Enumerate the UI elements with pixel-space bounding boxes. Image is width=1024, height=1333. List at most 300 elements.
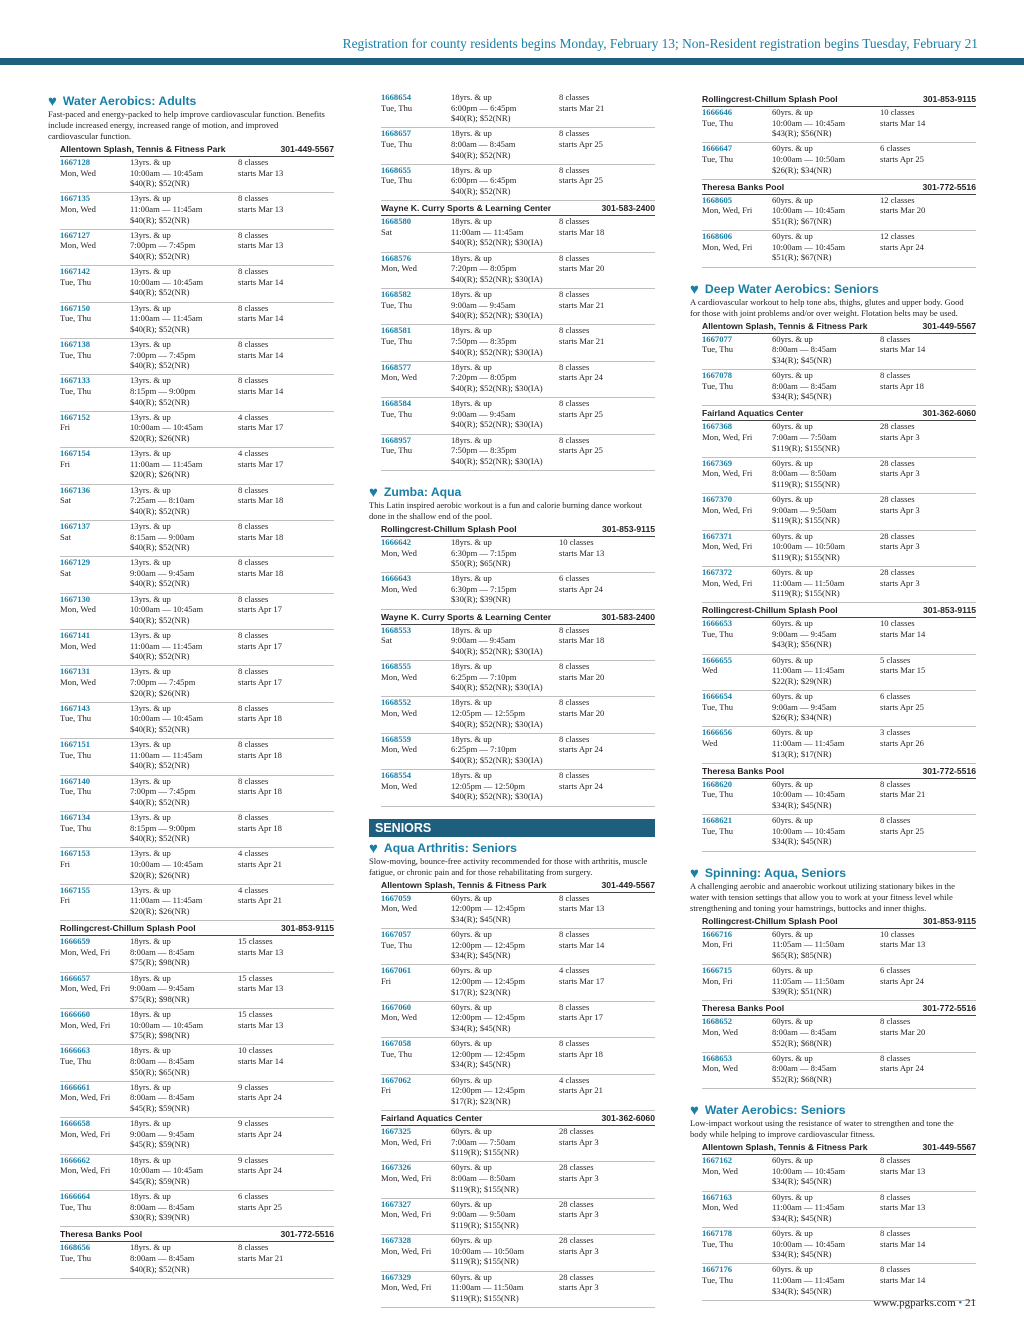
start-date: starts Mar 13 [238,983,284,994]
class-listing [60,1242,334,1278]
start-date: starts Mar 14 [880,1274,926,1285]
class-time: 9:00am — 9:45am [772,628,837,639]
meeting-days: Mon, Wed [381,372,417,383]
age-range: 18yrs. & up [130,1118,171,1129]
course-number[interactable]: 1667152 [60,411,91,422]
class-count: 8 classes [559,1001,590,1012]
heart-icon: ♥ [48,93,57,110]
class-time: 7:50pm — 8:35pm [451,445,517,456]
program-title: Spinning: Aqua, Seniors [704,865,846,880]
location-header [60,1227,334,1242]
meeting-days: Tue, Thu [381,408,413,419]
meeting-days: Tue, Thu [381,1048,413,1059]
course-number[interactable]: 1667141 [60,630,91,641]
class-count: 8 classes [238,229,269,240]
course-number[interactable]: 1667370 [702,494,733,505]
class-time: 10:00am — 10:45am [772,1165,846,1176]
location-name: Fairland Aquatics Center [381,1112,483,1123]
course-number[interactable]: 1668559 [381,733,412,744]
course-number[interactable]: 1667153 [60,848,91,859]
location-phone: 301-853-9115 [922,605,976,616]
class-listing [381,1002,655,1038]
class-count: 8 classes [880,333,911,344]
course-number[interactable]: 1666662 [60,1154,91,1165]
location-header [702,1140,976,1155]
location-name: Theresa Banks Pool [702,765,785,776]
class-time: 12:00pm — 12:45pm [451,903,526,914]
course-number[interactable]: 1668584 [381,398,412,409]
age-range: 13yrs. & up [130,848,171,859]
course-number[interactable]: 1666657 [60,972,91,983]
class-count: 10 classes [880,618,915,629]
class-listing [60,848,334,884]
class-listing [702,531,976,567]
course-number[interactable]: 1667328 [381,1235,412,1246]
class-count: 8 classes [238,666,269,677]
age-range: 18yrs. & up [451,434,492,445]
banner-rule [0,58,1024,65]
class-time: 7:00am — 7:50am [451,1136,516,1147]
meeting-days: Fri [60,859,71,870]
class-count: 6 classes [880,965,911,976]
age-range: 60yrs. & up [451,892,492,903]
age-range: 60yrs. & up [772,421,813,432]
class-fee: $34(R); $45(NR) [772,836,832,847]
age-range: 60yrs. & up [772,1155,813,1166]
class-time: 8:00am — 8:45am [772,1027,837,1038]
start-date: starts Mar 20 [559,671,605,682]
start-date: starts Apr 21 [559,1085,603,1096]
class-count: 8 classes [238,375,269,386]
location-phone: 301-583-2400 [601,203,655,214]
start-date: starts Mar 17 [238,458,284,469]
start-date: starts Apr 24 [559,744,603,755]
course-number[interactable]: 1667128 [60,157,91,167]
class-listing [702,1053,976,1089]
location-header [702,92,976,107]
start-date: starts Mar 18 [238,531,284,542]
age-range: 18yrs. & up [451,661,492,672]
class-count: 6 classes [238,1190,269,1201]
class-fee: $34(R); $45(NR) [772,800,832,811]
meeting-days: Tue, Thu [381,138,413,149]
course-number[interactable]: 1666660 [60,1008,91,1019]
start-date: starts Mar 13 [559,547,605,558]
class-count: 28 classes [559,1235,594,1246]
class-count: 8 classes [880,1264,911,1275]
course-number[interactable]: 1667135 [60,193,91,204]
class-time: 10:00am — 10:45am [130,859,204,870]
age-range: 60yrs. & up [772,928,813,939]
class-fee: $119(R); $155(NR) [451,1183,519,1194]
course-number[interactable]: 1668576 [381,252,412,263]
course-number[interactable]: 1667142 [60,266,91,277]
program-heading [690,280,976,297]
start-date: starts Apr 24 [559,372,603,383]
course-number[interactable]: 1668652 [702,1016,733,1027]
age-range: 60yrs. & up [772,369,813,380]
meeting-days: Tue, Thu [60,749,92,760]
course-number[interactable]: 1667151 [60,739,91,750]
class-fee: $40(R); $52(NR); $30(IA) [451,419,543,430]
course-number[interactable]: 1666643 [381,573,412,584]
meeting-days: Tue, Thu [702,701,734,712]
class-fee: $34(R); $45(NR) [772,1212,832,1223]
class-listing [702,1228,976,1264]
course-number[interactable]: 1668656 [60,1242,91,1253]
class-fee: $40(R); $52(NR) [130,214,190,225]
course-number[interactable]: 1667143 [60,702,91,713]
meeting-days: Mon, Wed, Fri [381,1136,432,1147]
age-range: 18yrs. & up [130,1154,171,1165]
class-fee: $40(R); $52(NR); $30(IA) [451,346,543,357]
footer-separator: • [958,1297,963,1309]
location-name: Wayne K. Curry Sports & Learning Center [381,203,552,214]
class-fee: $40(R); $52(NR) [130,724,190,735]
course-number[interactable]: 1667136 [60,484,91,495]
class-fee: $119(R); $155(NR) [772,551,840,562]
start-date: starts Mar 13 [238,203,284,214]
meeting-days: Tue, Thu [381,299,413,310]
course-number[interactable]: 1667131 [60,666,91,677]
location-phone: 301-362-6060 [601,1112,655,1123]
course-number[interactable]: 1667371 [702,530,733,541]
class-fee: $75(R); $98(NR) [130,993,190,1004]
course-number[interactable]: 1668605 [702,194,733,205]
course-number[interactable]: 1668555 [381,661,412,672]
start-date: starts Mar 13 [559,903,605,914]
meeting-days: Mon, Wed [60,167,96,178]
start-date: starts Apr 17 [238,677,282,688]
course-number[interactable]: 1667058 [381,1038,412,1049]
course-number[interactable]: 1667154 [60,448,91,459]
course-number[interactable]: 1667368 [702,421,733,432]
class-listing [702,1264,976,1300]
class-listing [381,398,655,434]
program-heading [48,92,334,109]
class-fee: $40(R); $52(NR) [130,250,190,261]
program-title: Water Aerobics: Adults [62,94,197,108]
age-range: 60yrs. & up [772,1227,813,1238]
course-number[interactable]: 1668552 [381,697,412,708]
class-time: 8:00am — 8:45am [130,1055,195,1066]
class-count: 4 classes [559,965,590,976]
class-count: 15 classes [238,972,273,983]
course-number[interactable]: 1666658 [60,1118,91,1129]
start-date: starts Apr 25 [559,445,603,456]
class-count: 8 classes [880,815,911,826]
class-count: 8 classes [238,266,269,277]
location-phone: 301-362-6060 [922,408,976,419]
class-fee: $34(R); $45(NR) [451,1023,511,1033]
course-number[interactable]: 1667155 [60,884,91,895]
class-count: 8 classes [880,369,911,380]
meeting-days: Mon, Wed, Fri [702,504,753,515]
class-count: 8 classes [559,361,590,372]
location-name: Theresa Banks Pool [60,1229,143,1240]
course-number[interactable]: 1668654 [381,92,412,102]
class-count: 4 classes [238,448,269,459]
course-number[interactable]: 1667140 [60,775,91,786]
course-number[interactable]: 1667329 [381,1271,412,1282]
start-date: starts Apr 17 [238,604,282,615]
class-time: 11:00am — 11:45am [772,665,845,676]
start-date: starts Mar 14 [880,344,926,355]
class-listing [381,165,655,201]
course-number[interactable]: 1667134 [60,812,91,823]
meeting-days: Mon, Wed [60,604,96,615]
age-range: 60yrs. & up [772,143,813,154]
class-fee: $26(R); $34(NR) [772,164,832,175]
course-number[interactable]: 1668582 [381,288,412,299]
class-count: 8 classes [559,398,590,409]
class-count: 8 classes [238,302,269,313]
class-time: 9:00am — 9:45am [130,983,195,994]
meeting-days: Tue, Thu [702,1274,734,1285]
start-date: starts Mar 21 [559,102,605,113]
course-number[interactable]: 1667057 [381,929,412,940]
class-listing [381,929,655,965]
course-number[interactable]: 1668577 [381,361,412,372]
course-number[interactable]: 1666642 [381,536,412,547]
start-date: starts Mar 13 [880,1165,926,1176]
meeting-days: Tue, Thu [60,713,92,724]
class-fee: $17(R); $23(NR) [451,986,511,997]
meeting-days: Mon, Wed, Fri [60,983,111,994]
class-listing [60,630,334,666]
class-fee: $22(R); $29(NR) [772,675,832,686]
start-date: starts Apr 3 [559,1136,599,1147]
start-date: starts Mar 14 [238,276,284,287]
age-range: 60yrs. & up [772,654,813,665]
course-number[interactable]: 1666656 [702,727,733,738]
class-count: 8 classes [238,557,269,568]
course-number[interactable]: 1667130 [60,593,91,604]
age-range: 60yrs. & up [772,107,813,117]
class-fee: $40(R); $52(NR) [130,287,190,298]
class-fee: $119(R); $155(NR) [772,478,840,489]
class-fee: $40(R); $52(NR) [130,796,190,807]
course-number[interactable]: 1667369 [702,457,733,468]
age-range: 18yrs. & up [130,1045,171,1056]
location-header [702,914,976,929]
age-range: 60yrs. & up [772,965,813,976]
class-listing [381,1162,655,1198]
start-date: starts Mar 13 [238,946,284,957]
class-count: 8 classes [238,739,269,750]
course-number[interactable]: 1667127 [60,229,91,240]
class-count: 28 classes [880,457,915,468]
class-fee: $40(R); $52(NR); $30(IA) [451,455,543,466]
course-number[interactable]: 1667061 [381,965,412,976]
course-number[interactable]: 1666659 [60,936,91,947]
class-listing [381,325,655,361]
age-range: 18yrs. & up [451,92,492,102]
class-count: 8 classes [880,1227,911,1238]
course-number[interactable]: 1668581 [381,325,412,336]
course-number[interactable]: 1666663 [60,1045,91,1056]
course-number[interactable]: 1667060 [381,1001,412,1012]
course-number[interactable]: 1668554 [381,770,412,781]
class-listing [60,1155,334,1191]
course-number[interactable]: 1666646 [702,107,733,117]
class-listing [60,1045,334,1081]
class-fee: $30(R); $39(NR) [130,1212,190,1223]
meeting-days: Sat [60,495,71,506]
class-fee: $40(R); $52(NR); $30(IA) [451,682,543,693]
class-fee: $40(R); $52(NR); $30(IA) [451,237,543,248]
meeting-days: Mon, Wed [381,744,417,755]
location-phone: 301-583-2400 [601,611,655,622]
location-phone: 301-853-9115 [922,94,976,104]
class-count: 9 classes [238,1118,269,1129]
age-range: 60yrs. & up [772,691,813,702]
course-number[interactable]: 1666661 [60,1081,91,1092]
class-fee: $34(R); $45(NR) [772,1249,832,1260]
meeting-days: Mon, Wed [381,1012,417,1023]
location-phone: 301-853-9115 [922,915,976,926]
location-name: Allentown Splash, Tennis & Fitness Park [60,144,226,154]
course-number[interactable]: 1667062 [381,1074,412,1085]
course-number[interactable]: 1667162 [702,1155,733,1166]
class-fee: $26(R); $34(NR) [772,712,832,723]
age-range: 60yrs. & up [451,1001,492,1012]
class-listing [381,734,655,770]
course-number[interactable]: 1666653 [702,618,733,629]
class-count: 12 classes [880,194,915,205]
age-range: 18yrs. & up [130,936,171,947]
course-number[interactable]: 1668553 [381,624,412,635]
class-listing [60,157,334,193]
course-number[interactable]: 1668620 [702,778,733,789]
class-count: 15 classes [238,936,273,947]
course-number[interactable]: 1666654 [702,691,733,702]
course-number[interactable]: 1668606 [702,231,733,242]
class-listing [702,567,976,603]
course-number[interactable]: 1666664 [60,1190,91,1201]
meeting-days: Mon, Wed, Fri [60,1128,111,1139]
course-number[interactable]: 1666715 [702,965,733,976]
course-number[interactable]: 1666647 [702,143,733,154]
class-fee: $40(R); $52(NR) [130,542,190,553]
class-time: 10:00am — 10:45am [772,789,846,800]
course-number[interactable]: 1668653 [702,1052,733,1063]
class-listing [60,193,334,229]
class-fee: $51(R); $67(NR) [772,215,832,226]
course-number[interactable]: 1668957 [381,434,412,445]
age-range: 60yrs. & up [772,231,813,242]
meeting-days: Tue, Thu [702,117,734,128]
course-number[interactable]: 1667326 [381,1162,412,1173]
course-number[interactable]: 1667150 [60,302,91,313]
class-listing [60,885,334,921]
course-number[interactable]: 1666655 [702,654,733,665]
age-range: 18yrs. & up [451,398,492,409]
class-time: 10:00am — 10:45am [130,1019,204,1030]
age-range: 13yrs. & up [130,557,171,568]
meeting-days: Tue, Thu [60,349,92,360]
course-number[interactable]: 1667137 [60,520,91,531]
meeting-days: Mon, Wed [381,583,417,594]
course-number[interactable]: 1668655 [381,164,412,175]
location-phone: 301-853-9115 [601,523,655,534]
course-number[interactable]: 1668580 [381,216,412,227]
class-listing [702,421,976,457]
course-number[interactable]: 1667178 [702,1227,733,1238]
course-number[interactable]: 1667129 [60,557,91,568]
class-time: 12:00pm — 12:45pm [451,1012,526,1023]
class-count: 8 classes [559,1038,590,1049]
class-fee: $75(R); $98(NR) [130,1030,190,1041]
meeting-days: Mon, Wed, Fri [381,1209,432,1220]
course-number[interactable]: 1667327 [381,1198,412,1209]
course-number[interactable]: 1668621 [702,815,733,826]
course-number[interactable]: 1667077 [702,333,733,344]
class-time: 7:00pm — 7:45pm [130,677,196,688]
course-number[interactable]: 1667325 [381,1125,412,1136]
class-fee: $34(R); $45(NR) [451,913,511,924]
class-count: 10 classes [238,1045,273,1056]
heart-icon: ♥ [369,839,378,857]
class-fee: $34(R); $45(NR) [772,1176,832,1187]
location-name: Rollingcrest-Chillum Splash Pool [381,523,517,534]
course-number[interactable]: 1666716 [702,928,733,939]
course-number[interactable]: 1667133 [60,375,91,386]
course-number[interactable]: 1667078 [702,369,733,380]
class-count: 8 classes [238,157,269,167]
class-time: 9:00am — 9:45am [772,701,837,712]
class-fee: $50(R); $65(NR) [451,558,511,569]
website-link[interactable]: www.pgparks.com [873,1297,956,1309]
program-title: Zumba: Aqua [383,484,462,499]
class-fee: $20(R); $26(NR) [130,869,190,880]
class-count: 8 classes [559,770,590,781]
age-range: 13yrs. & up [130,739,171,750]
start-date: starts Mar 13 [880,939,926,950]
course-number[interactable]: 1667176 [702,1264,733,1275]
class-time: 8:00am — 8:45am [130,946,195,957]
program-description: Slow-moving, bounce-free activity recommended for those with arthritis, muscle fatigue, or chronic pain and for those rehabilitating from surgery. [369,855,648,877]
start-date: starts Apr 25 [880,153,924,164]
class-listing [60,412,334,448]
heart-icon: ♥ [690,280,699,298]
class-listing [381,92,655,128]
class-time: 10:00am — 10:45am [130,167,204,178]
program-description: Fast-paced and energy-packed to help improve cardiovascular function. Benefits include increased energy, increased range of motion, and improved cardiovascular function. [48,109,325,141]
class-fee: $34(R); $45(NR) [451,1059,511,1070]
column-3 [690,92,976,1301]
class-fee: $40(R); $52(NR) [130,578,190,589]
course-number[interactable]: 1667059 [381,892,412,903]
meeting-days: Mon, Wed [702,1063,738,1074]
start-date: starts Mar 13 [238,1019,284,1030]
class-listing [381,965,655,1001]
class-fee: $40(R); $52(NR) [130,505,190,516]
start-date: starts Mar 15 [880,665,926,676]
start-date: starts Mar 17 [559,976,605,987]
location-phone: 301-449-5567 [922,1142,976,1153]
age-range: 60yrs. & up [772,618,813,629]
course-number[interactable]: 1667163 [702,1191,733,1202]
course-number[interactable]: 1667372 [702,566,733,577]
class-listing [381,253,655,289]
course-number[interactable]: 1667138 [60,338,91,349]
course-number[interactable]: 1668657 [381,128,412,139]
class-listing [60,303,334,339]
class-count: 8 classes [238,484,269,495]
class-listing [381,435,655,471]
meeting-days: Tue, Thu [702,344,734,355]
